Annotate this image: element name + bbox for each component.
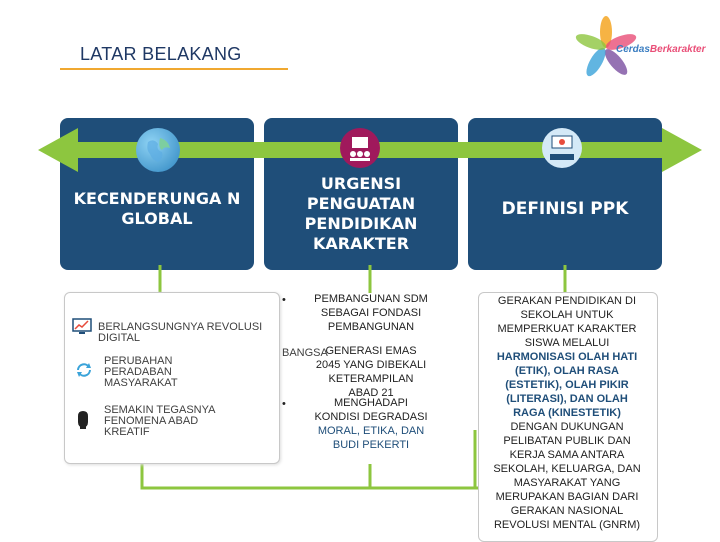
definition-line: SEKOLAH, KELUARGA, DAN [493, 463, 641, 475]
middle-line: SEBAGAI FONDASI [320, 307, 422, 319]
page-title: LATAR BELAKANG [80, 44, 242, 64]
definition-line: (ETIK), OLAH RASA [515, 365, 619, 377]
definition-line: (LITERASI), DAN OLAH [506, 393, 628, 405]
middle-line-bangsa: BANGSA [282, 347, 328, 359]
middle-line: BUDI PEKERTI [332, 439, 410, 451]
definition-line: KERJA SAMA ANTARA [509, 449, 625, 461]
middle-line: MORAL, ETIKA, DAN [317, 425, 425, 437]
bullet-2: • [282, 398, 286, 410]
middle-line: KONDISI DEGRADASI [314, 411, 428, 423]
definition-line: GERAKAN NASIONAL [510, 505, 624, 517]
panel-label: DEFINISI PPK [501, 199, 629, 219]
middle-line: MENGHADAPI [334, 397, 408, 409]
middle-item-generation [296, 344, 446, 400]
middle-line: 2045 YANG DIBEKALI [315, 359, 427, 371]
definition-line: (ESTETIK), OLAH PIKIR [505, 379, 629, 391]
logo-text [616, 44, 706, 55]
definition-line: HARMONISASI OLAH HATI [496, 351, 638, 363]
definition-line: MASYARAKAT YANG [513, 477, 621, 489]
middle-line: GENERASI EMAS [325, 345, 417, 357]
logo-text-1: Cerdas [616, 44, 650, 55]
globe-icon [136, 128, 180, 172]
middle-item-2 [296, 396, 446, 452]
presentation-icon [340, 128, 380, 168]
panel-label: KECENDERUNGA N GLOBAL [73, 189, 241, 228]
middle-line: ABAD 21 [348, 387, 394, 399]
definition-line: RAGA (KINESTETIK) [513, 407, 621, 419]
hand-fist-icon [74, 408, 92, 430]
middle-item-1 [296, 292, 446, 334]
title-underline [60, 68, 288, 70]
definition-line: DENGAN DUKUNGAN [510, 421, 624, 433]
list-item-civilization-change: PERUBAHAN PERADABAN MASYARAKAT [104, 355, 178, 389]
bullet-1: • [282, 294, 286, 306]
monitor-chart-icon [72, 318, 92, 336]
middle-line: PEMBANGUNAN [327, 321, 415, 333]
middle-line: PEMBANGUNAN SDM [314, 293, 428, 305]
classroom-icon [542, 128, 582, 168]
logo-text-2: Berkarakter [649, 44, 706, 55]
definition-line: MERUPAKAN BAGIAN DARI [495, 491, 639, 503]
panel-label: URGENSI PENGUATAN PENDIDIKAN KARAKTER [304, 174, 418, 253]
definition-line: SISWA MELALUI [524, 337, 610, 349]
definition-line: REVOLUSI MENTAL (GNRM) [493, 519, 641, 531]
list-item-creative-age: SEMAKIN TEGASNYA FENOMENA ABAD KREATIF [104, 404, 215, 438]
cycle-icon [74, 360, 94, 380]
definition-line: GERAKAN PENDIDIKAN DI [497, 295, 637, 307]
definition-text [480, 294, 654, 532]
definition-line: MEMPERKUAT KARAKTER [497, 323, 637, 335]
middle-line: KETERAMPILAN [328, 373, 414, 385]
definition-line: SEKOLAH UNTUK [520, 309, 614, 321]
definition-line: PELIBATAN PUBLIK DAN [503, 435, 631, 447]
cerdas-berkarakter-logo [572, 10, 706, 90]
list-item-digital-revolution: BERLANGSUNGNYA REVOLUSI DIGITAL [98, 321, 263, 344]
